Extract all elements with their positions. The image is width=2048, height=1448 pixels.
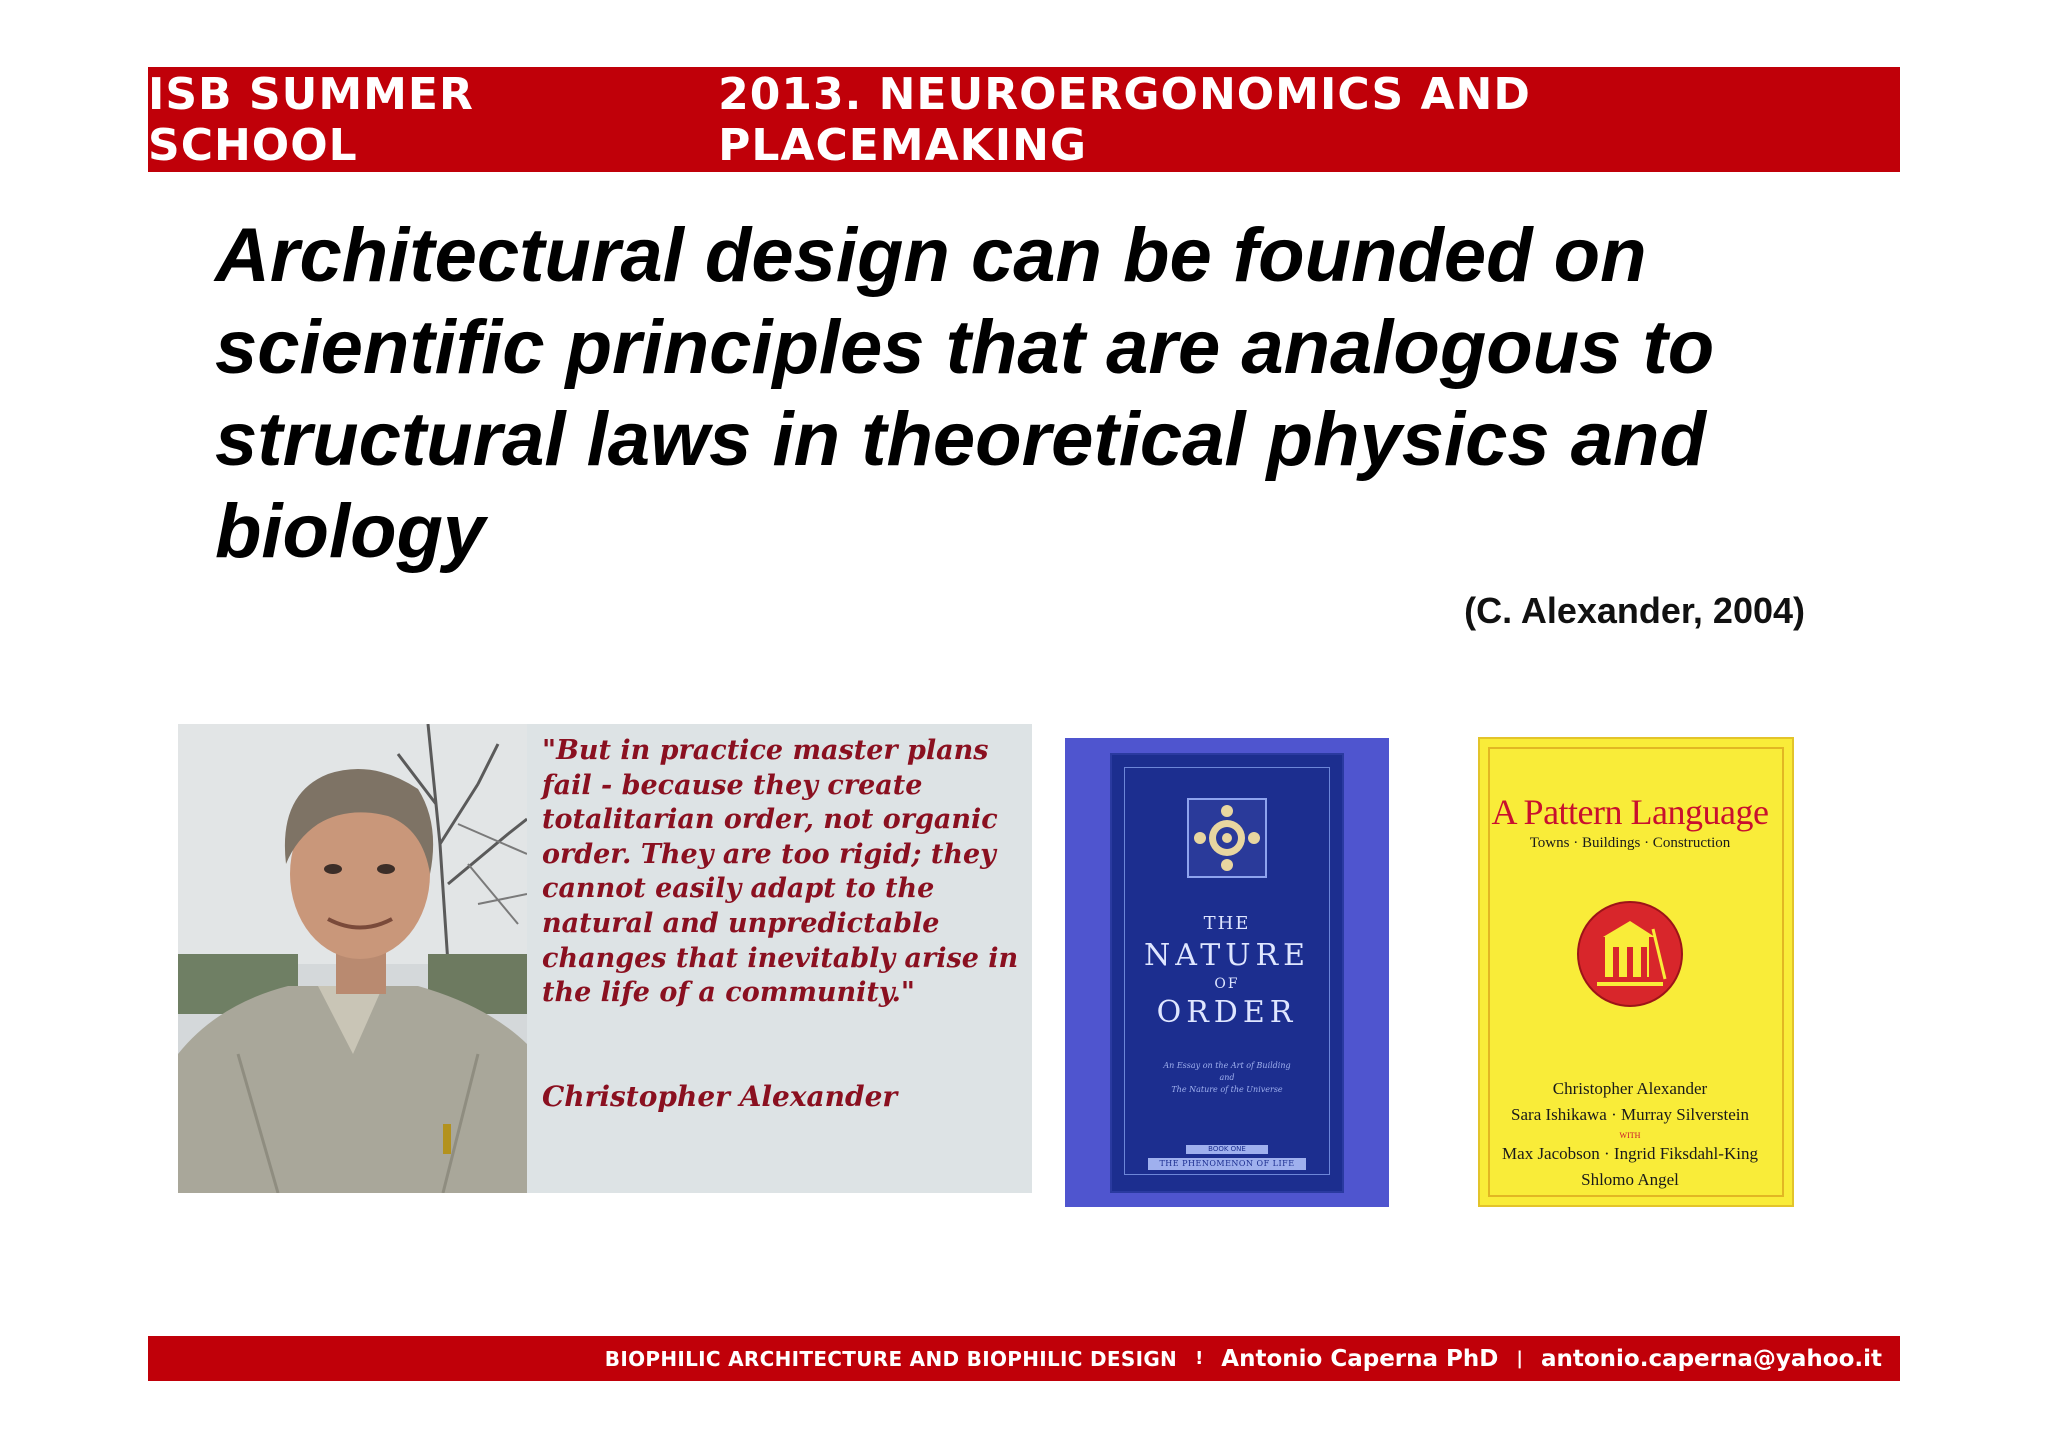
panel-author: Christopher Alexander xyxy=(542,1080,898,1113)
pattern-with: WITH xyxy=(1619,1131,1641,1140)
nature-the: THE xyxy=(1203,913,1251,934)
alexander-quote-panel xyxy=(178,724,1032,1193)
nature-title: NATURE xyxy=(1143,938,1311,973)
header-title: 2013. NEUROERGONOMICS AND PLACEMAKING xyxy=(718,68,1531,171)
citation: (C. Alexander, 2004) xyxy=(1464,590,1805,631)
nature-of-order-cover xyxy=(1110,753,1344,1193)
nature-subtitle-3: The Nature of the Universe xyxy=(1171,1085,1283,1094)
nature-of: OF xyxy=(1214,976,1240,992)
pattern-author-3: Max Jacobson · Ingrid Fiksdahl-King xyxy=(1502,1144,1758,1163)
panel-quote: "But in practice master plans fail - because they create totalitarian order, not organic order. They are too rigid; they cannot easily adapt to the natural and unpredictable changes that inevitably arise in the life of a community." xyxy=(542,735,1019,1009)
footer-email[interactable]: antonio.caperna@yahoo.it xyxy=(1540,1345,1882,1372)
nature-book-one: BOOK ONE xyxy=(1186,1145,1268,1154)
header-school: ISB SUMMER SCHOOL xyxy=(148,68,474,171)
main-quote: Architectural design can be founded on scientific principles that are analogous to structural laws in theoretical physics and biology xyxy=(215,213,1715,574)
pattern-author-2: Sara Ishikawa · Murray Silverstein xyxy=(1511,1105,1749,1124)
book-cover-nature-of-order xyxy=(1065,738,1389,1207)
footer-course: BIOPHILIC ARCHITECTURE AND BIOPHILIC DESIGN xyxy=(604,1346,1178,1371)
footer-separator-1: ! xyxy=(1195,1348,1204,1369)
nature-volume-title: THE PHENOMENON OF LIFE xyxy=(1148,1158,1306,1170)
portrait-photo xyxy=(178,724,527,1193)
nature-subtitle-2: and xyxy=(1219,1073,1235,1082)
pattern-title: A Pattern Language xyxy=(1491,792,1769,832)
footer-bar xyxy=(148,1336,1900,1381)
header-bar xyxy=(148,67,1900,172)
pattern-subtitle: Towns · Buildings · Construction xyxy=(1529,835,1731,851)
footer-separator-2: | xyxy=(1516,1348,1523,1369)
ornament-emblem-icon xyxy=(1184,795,1270,881)
book-cover-pattern-language xyxy=(1478,737,1794,1207)
pattern-author-4: Shlomo Angel xyxy=(1581,1170,1679,1189)
builders-emblem-icon xyxy=(1575,899,1685,1009)
footer-presenter: Antonio Caperna PhD xyxy=(1221,1345,1499,1372)
nature-order: ORDER xyxy=(1156,995,1298,1030)
pattern-author-1: Christopher Alexander xyxy=(1552,1079,1708,1098)
nature-subtitle-1: An Essay on the Art of Building xyxy=(1163,1061,1291,1070)
